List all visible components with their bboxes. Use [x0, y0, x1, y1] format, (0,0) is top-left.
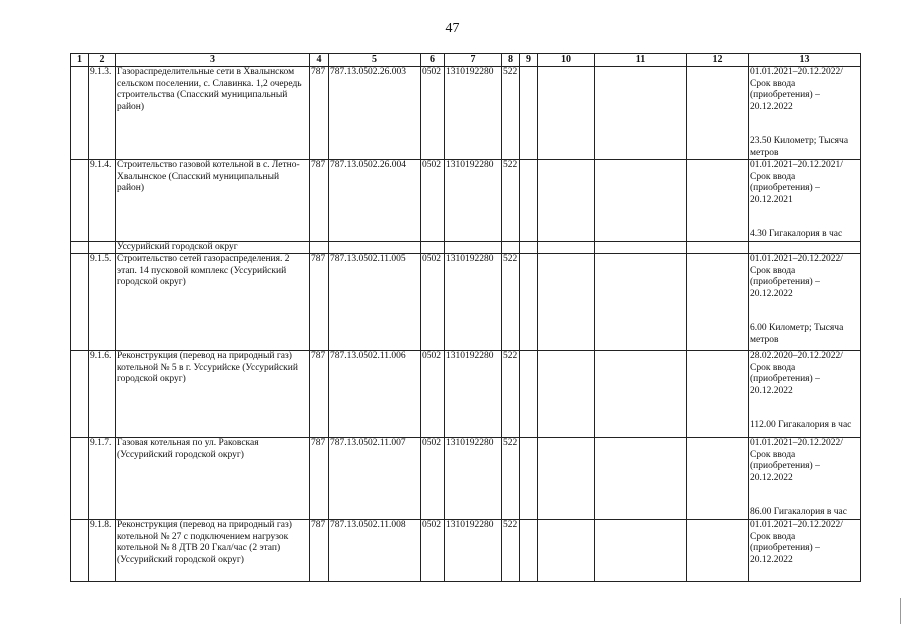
column-header: 9 — [520, 54, 538, 67]
column-header: 10 — [538, 54, 595, 67]
row-number: 9.1.5. — [89, 254, 116, 351]
cell-c7: 1310192280 — [445, 254, 502, 351]
period-text: 01.01.2021–20.12.2022/ Срок ввода (приобретения) – 20.12.2022 — [750, 438, 843, 483]
row-number: 9.1.7. — [89, 438, 116, 520]
cell-c8: 522 — [502, 160, 520, 242]
cell-c4: 787 — [310, 351, 329, 438]
cell-c8: 522 — [502, 254, 520, 351]
header-row — [71, 54, 861, 67]
cell-c7: 1310192280 — [445, 438, 502, 520]
row-number: 9.1.4. — [89, 160, 116, 242]
cell-c6: 0502 — [421, 67, 445, 160]
column-header: 5 — [329, 54, 421, 67]
cell-c7: 1310192280 — [445, 67, 502, 160]
capacity-text: 4.30 Гигакалория в час — [750, 229, 843, 239]
page-number: 47 — [445, 21, 460, 36]
cell-c7: 1310192280 — [445, 351, 502, 438]
object-name: Строительство сетей газораспределения. 2 этап. 14 пусковой комплекс (Уссурийский городской округ) — [116, 254, 310, 351]
cell-c8: 522 — [502, 351, 520, 438]
row-number: 9.1.3. — [89, 67, 116, 160]
table-row — [71, 67, 861, 160]
column-header: 11 — [595, 54, 687, 67]
capacity-text: 6.00 Километр; Тысяча метров — [750, 323, 844, 345]
capacity-text: 23.50 Километр; Тысяча метров — [750, 136, 849, 158]
period-capacity-cell — [749, 67, 861, 160]
section-title: Уссурийский городской округ — [116, 241, 310, 254]
cell-c5: 787.13.0502.26.003 — [329, 67, 421, 160]
scan-margin-mark — [900, 598, 901, 624]
cell-c8: 522 — [502, 438, 520, 520]
cell-c6: 0502 — [421, 438, 445, 520]
cell-c6: 0502 — [421, 160, 445, 242]
cell-c4: 787 — [310, 67, 329, 160]
cell-c5: 787.13.0502.11.005 — [329, 254, 421, 351]
column-header: 7 — [445, 54, 502, 67]
column-header: 2 — [89, 54, 116, 67]
period-capacity-cell — [749, 254, 861, 351]
table-row — [71, 254, 861, 351]
table-row — [71, 351, 861, 438]
cell-c4: 787 — [310, 160, 329, 242]
cell-c4: 787 — [310, 254, 329, 351]
row-number: 9.1.6. — [89, 351, 116, 438]
cell-c5: 787.13.0502.11.007 — [329, 438, 421, 520]
period-capacity-cell — [749, 520, 861, 582]
section-row — [71, 241, 861, 254]
investment-table — [70, 53, 861, 582]
cell-c5: 787.13.0502.11.008 — [329, 520, 421, 582]
capacity-text: 86.00 Гигакалория в час — [750, 507, 847, 517]
cell-c7: 1310192280 — [445, 520, 502, 582]
period-text: 28.02.2020–20.12.2022/ Срок ввода (приобретения) – 20.12.2022 — [750, 351, 843, 396]
object-name: Реконструкция (перевод на природный газ) котельной № 27 с подключением нагрузок котельной № 8 ДТВ 20 Гкал/час (2 этап) (Уссурийский городской округ) — [116, 520, 310, 582]
column-header: 8 — [502, 54, 520, 67]
column-header: 1 — [71, 54, 89, 67]
table-row — [71, 160, 861, 242]
row-number: 9.1.8. — [89, 520, 116, 582]
period-text: 01.01.2021–20.12.2022/ Срок ввода (приобретения) – 20.12.2022 — [750, 254, 843, 299]
object-name: Газораспределительные сети в Хвалынском сельском поселении, с. Славинка. 1,2 очередь строительства (Спасский муниципальный район) — [116, 67, 310, 160]
object-name: Строительство газовой котельной в с. Летно-Хвалынское (Спасский муниципальный район) — [116, 160, 310, 242]
column-header: 4 — [310, 54, 329, 67]
column-header: 3 — [116, 54, 310, 67]
cell-c5: 787.13.0502.26.004 — [329, 160, 421, 242]
column-header: 12 — [687, 54, 749, 67]
table-row — [71, 438, 861, 520]
cell-c8: 522 — [502, 520, 520, 582]
cell-c6: 0502 — [421, 351, 445, 438]
table-row — [71, 520, 861, 582]
period-capacity-cell — [749, 160, 861, 242]
object-name: Газовая котельная по ул. Раковская (Уссурийский городской округ) — [116, 438, 310, 520]
capacity-text: 112.00 Гигакалория в час — [750, 420, 852, 430]
object-name: Реконструкция (перевод на природный газ) котельной № 5 в г. Уссурийске (Уссурийский городской округ) — [116, 351, 310, 438]
cell-c4: 787 — [310, 438, 329, 520]
period-text: 01.01.2021–20.12.2022/ Срок ввода (приобретения) – 20.12.2022 — [750, 520, 843, 565]
period-text: 01.01.2021–20.12.2021/ Срок ввода (приобретения) – 20.12.2021 — [750, 160, 843, 205]
column-header: 13 — [749, 54, 861, 67]
cell-c7: 1310192280 — [445, 160, 502, 242]
cell-c4: 787 — [310, 520, 329, 582]
cell-c5: 787.13.0502.11.006 — [329, 351, 421, 438]
period-text: 01.01.2021–20.12.2022/ Срок ввода (приобретения) – 20.12.2022 — [750, 67, 843, 112]
cell-c6: 0502 — [421, 520, 445, 582]
cell-c8: 522 — [502, 67, 520, 160]
period-capacity-cell — [749, 351, 861, 438]
period-capacity-cell — [749, 438, 861, 520]
cell-c6: 0502 — [421, 254, 445, 351]
column-header: 6 — [421, 54, 445, 67]
